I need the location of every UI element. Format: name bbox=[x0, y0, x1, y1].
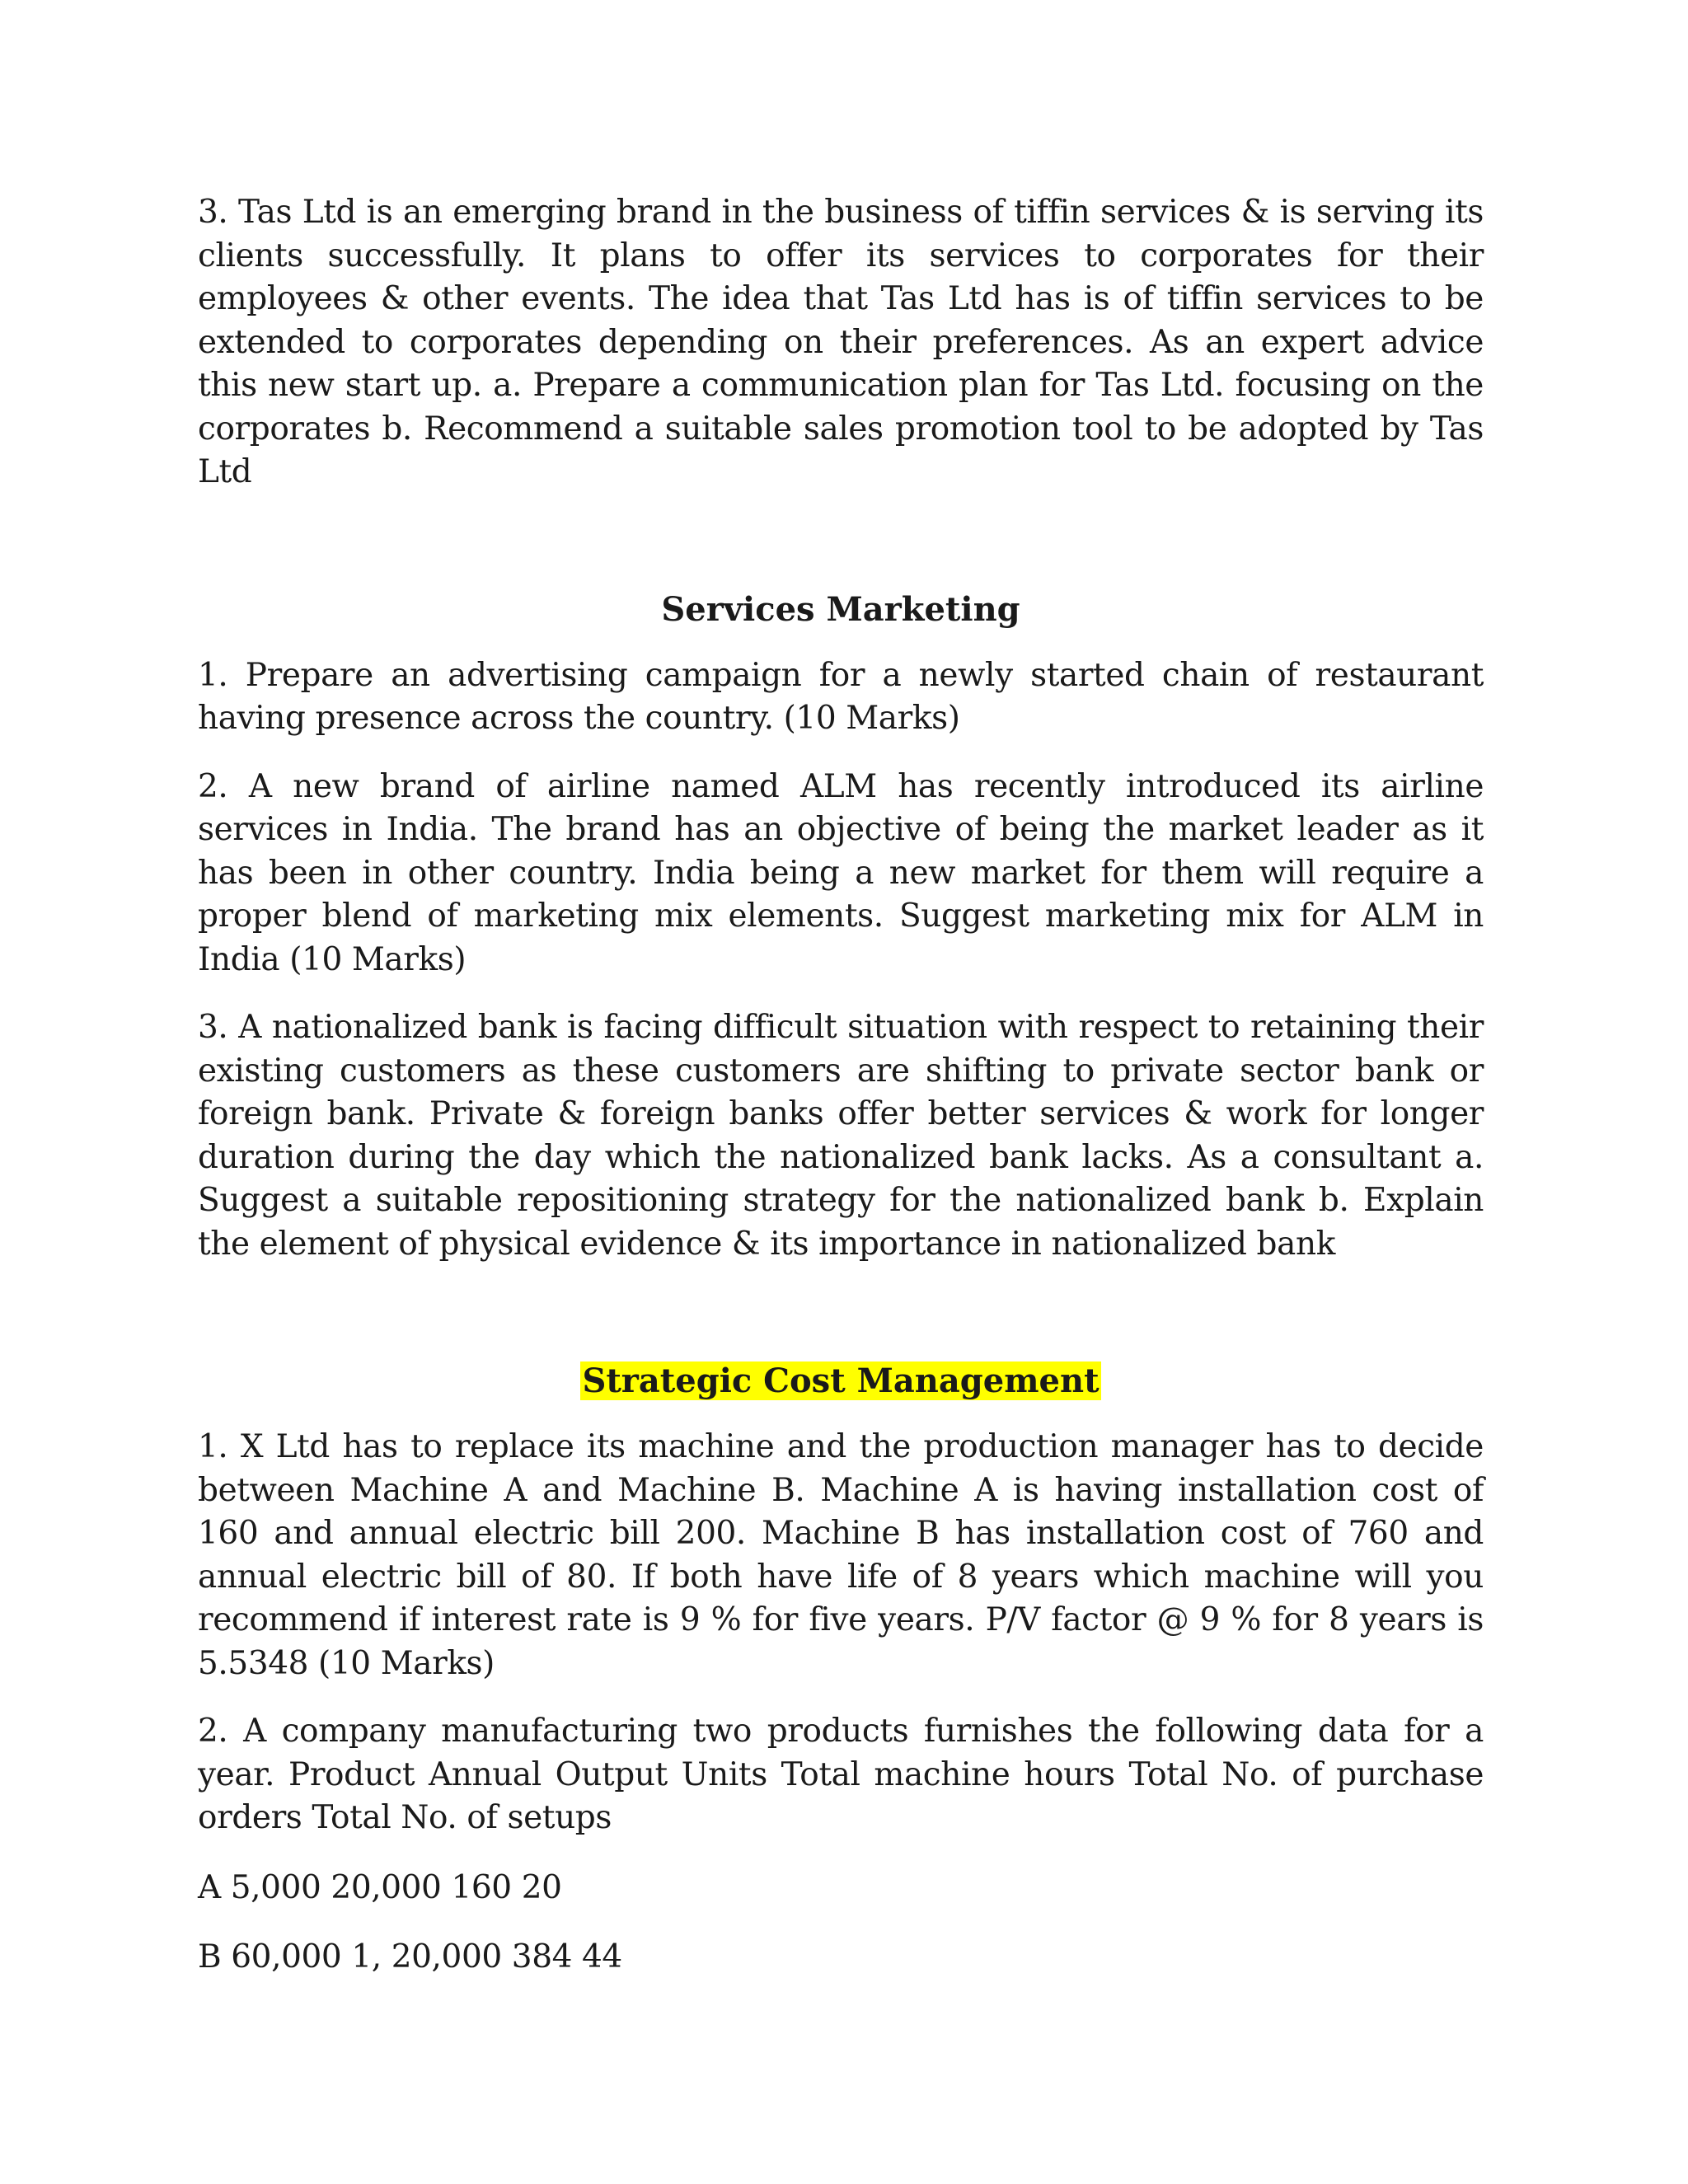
document-page bbox=[198, 191, 1484, 1980]
services-marketing-heading: Services Marketing bbox=[661, 589, 1020, 629]
sm-question-3: 3. A nationalized bank is facing difficult situation with respect to retaining their existing customers as these customers are shifting to private sector bank or foreign bank. Private & foreign banks offer better services & work for longer duration during the day which the nationalized bank lacks. As a consultant a. Suggest a suitable repositioning strategy for the nationalized bank b. Explain the element of physical evidence & its importance in nationalized bank bbox=[198, 1009, 1484, 1263]
strategic-cost-management-heading bbox=[198, 1360, 1484, 1403]
scm-question-1: 1. X Ltd has to replace its machine and the production manager has to decide between Machine A and Machine B. Machine A is having installation cost of 160 and annual electric bill 200. Machine B has installation cost of 760 and annual electric bill of 80. If both have life of 8 years which machine will you recommend if interest rate is 9 % for five years. P/V factor @ 9 % for 8 years is 5.5348 (10 Marks) bbox=[198, 1428, 1484, 1682]
scm-data-row-b: B 60,000 1, 20,000 384 44 bbox=[198, 1938, 622, 1975]
scm-question-2: 2. A company manufacturing two products furnishes the following data for a year. Product Annual Output Units Total machine hours Total No. of purchase orders Total No. of setups bbox=[198, 1713, 1484, 1836]
sm-question-2: 2. A new brand of airline named ALM has recently introduced its airline services in India. The brand has an objective of being the market leader as it has been in other country. India being a new market for them will require a proper blend of marketing mix elements. Suggest marketing mix for ALM in India (10 Marks) bbox=[198, 767, 1484, 978]
scm-data-row-a: A 5,000 20,000 160 20 bbox=[198, 1868, 562, 1906]
intro-question-3: 3. Tas Ltd is an emerging brand in the business of tiffin services & is serving its clients successfully. It plans to offer its services to corporates for their employees & other events. The idea that Tas Ltd has is of tiffin services to be extended to corporates depending on their preferences. As an expert advice this new start up. a. Prepare a communication plan for Tas Ltd. focusing on the corporates b. Recommend a suitable sales promotion tool to be adopted by Tas Ltd bbox=[198, 194, 1484, 490]
sm-question-1: 1. Prepare an advertising campaign for a newly started chain of restaurant having presence across the country. (10 Marks) bbox=[198, 656, 1484, 737]
highlighted-heading-text: Strategic Cost Management bbox=[582, 1361, 1100, 1400]
